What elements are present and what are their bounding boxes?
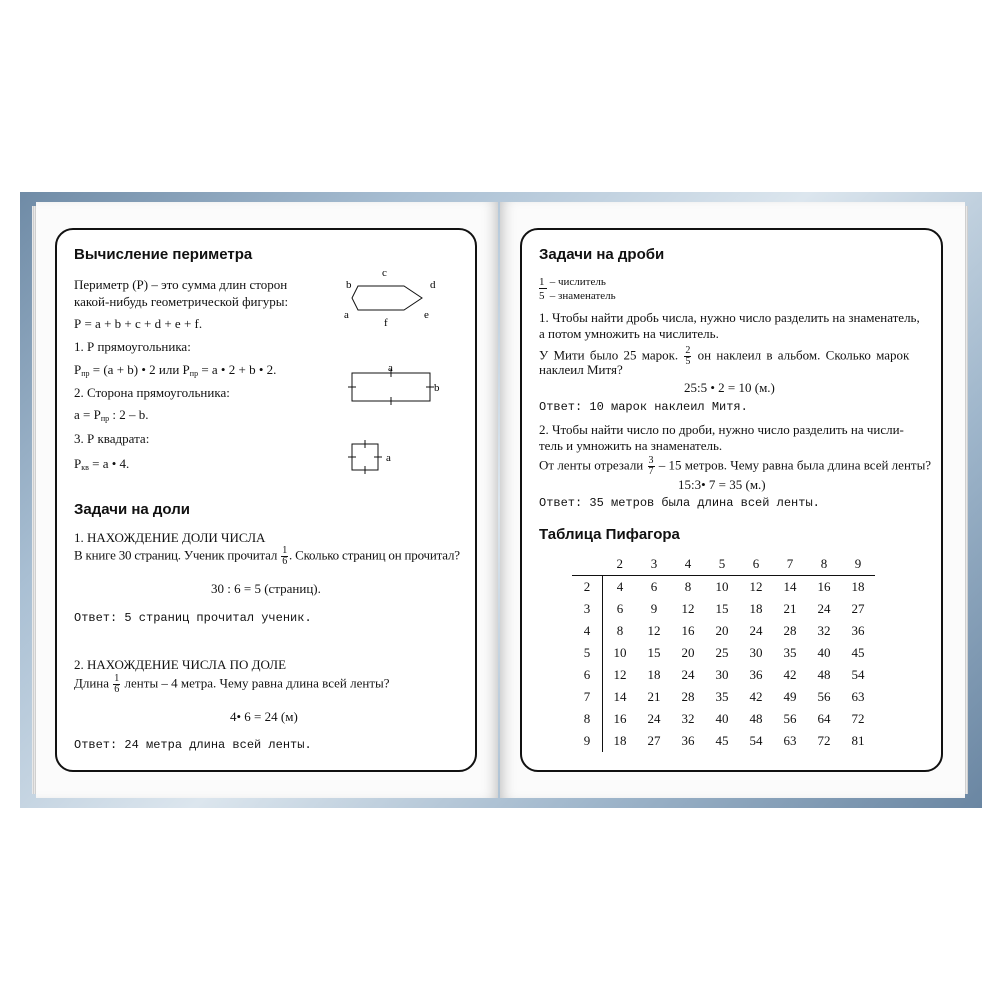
table-cell: 72 — [817, 733, 831, 748]
shares-calc1: 30 : 6 = 5 (страниц). — [211, 581, 321, 596]
pythagoras-title: Таблица Пифагора — [539, 526, 680, 543]
table-row — [572, 686, 875, 708]
hex-label-e: e — [424, 309, 429, 321]
table-cell: 18 — [613, 733, 627, 748]
fractions-title: Задачи на дроби — [539, 246, 665, 263]
table-cell: 32 — [681, 711, 695, 726]
header-cell: 6 — [739, 553, 773, 576]
table-cell: 28 — [681, 689, 695, 704]
perimeter-title: Вычисление периметра — [74, 246, 253, 263]
table-cell: 30 — [715, 667, 729, 682]
perimeter-item1: 1. Р прямоугольника: — [74, 339, 191, 354]
row-label: 5 — [572, 642, 603, 664]
table-cell: 48 — [817, 667, 831, 682]
table-cell: 21 — [647, 689, 661, 704]
hex-label-a: a — [344, 309, 349, 321]
fractions-calc1: 25:5 • 2 = 10 (м.) — [684, 380, 775, 395]
table-cell: 12 — [613, 667, 627, 682]
fractions-answer1: Ответ: 10 марок наклеил Митя. — [539, 400, 748, 414]
table-cell: 56 — [783, 711, 797, 726]
table-cell: 12 — [749, 579, 763, 594]
table-cell: 12 — [681, 601, 695, 616]
table-cell: 54 — [851, 667, 865, 682]
row-label: 4 — [572, 620, 603, 642]
table-cell: 35 — [783, 645, 797, 660]
rect-label-a: a — [388, 362, 393, 374]
perimeter-definition-line1: Периметр (Р) – это сумма длин сторон — [74, 277, 288, 292]
shares-calc2: 4• 6 = 24 (м) — [230, 709, 298, 724]
table-cell: 15 — [647, 645, 661, 660]
header-cell: 2 — [603, 553, 638, 576]
table-cell: 32 — [817, 623, 831, 638]
fraction-1-6-b: $\frac{1}{6}$ — [114, 673, 120, 695]
pythagoras-table — [572, 553, 875, 752]
hexagon-shape — [352, 286, 422, 310]
table-cell: 20 — [715, 623, 729, 638]
header-cell: 8 — [807, 553, 841, 576]
table-cell: 18 — [647, 667, 661, 682]
row-label: 3 — [572, 598, 603, 620]
table-cell: 27 — [647, 733, 661, 748]
perimeter-item3-formula: $Р_{кв} = a$ • 4. — [74, 456, 130, 472]
shares-answer1: Ответ: 5 страниц прочитал ученик. — [74, 611, 312, 625]
fractions-rule1-line2: а потом умножить на числитель. — [539, 326, 719, 341]
hexagon-figure — [340, 266, 440, 332]
fractions-rule1-line1: 1. Чтобы найти дробь числа, нужно число разделить на знаменатель, — [539, 310, 920, 325]
table-cell: 14 — [613, 689, 627, 704]
table-cell: 54 — [749, 733, 763, 748]
table-cell: 16 — [817, 579, 831, 594]
shares-title: Задачи на доли — [74, 501, 190, 518]
fraction-2-5: $\frac{2}{5}$ — [685, 345, 691, 367]
table-row — [572, 708, 875, 730]
table-cell: 10 — [613, 645, 627, 660]
fractions-task1: У Мити было 25 марок. $\frac{2}{5}$ он наклеил в альбом. Сколько марок — [539, 345, 910, 367]
rectangle-shape — [352, 373, 430, 401]
table-cell: 49 — [783, 689, 797, 704]
table-cell: 10 — [715, 579, 729, 594]
table-cell: 30 — [749, 645, 763, 660]
table-cell: 8 — [616, 623, 624, 638]
table-cell: 35 — [715, 689, 729, 704]
perimeter-item2: 2. Сторона прямоугольника: — [74, 385, 230, 400]
table-cell: 36 — [681, 733, 695, 748]
perimeter-definition-line2: какой-нибудь геометрической фигуры: — [74, 294, 289, 309]
table-cell: 9 — [650, 601, 658, 616]
table-cell: 63 — [783, 733, 797, 748]
fractions-calc2: 15:3• 7 = 35 (м.) — [678, 477, 766, 492]
table-cell: 42 — [783, 667, 797, 682]
hex-label-c: c — [382, 267, 387, 279]
table-cell: 24 — [749, 623, 763, 638]
table-row — [572, 730, 875, 752]
shares-answer2: Ответ: 24 метра длина всей ленты. — [74, 738, 312, 752]
fraction-legend: 1 – числитель 5 – знаменатель — [539, 276, 616, 302]
rectangle-figure — [346, 362, 442, 406]
table-cell: 20 — [681, 645, 695, 660]
pythagoras-header-row — [572, 553, 875, 576]
table-cell: 45 — [715, 733, 729, 748]
table-cell: 72 — [851, 711, 865, 726]
square-label-a: a — [386, 452, 391, 464]
table-cell: 24 — [817, 601, 831, 616]
table-cell: 24 — [647, 711, 661, 726]
shares-subtitle1: 1. НАХОЖДЕНИЕ ДОЛИ ЧИСЛА — [74, 530, 266, 545]
hex-label-b: b — [346, 279, 352, 291]
table-cell: 40 — [817, 645, 831, 660]
fractions-answer2: Ответ: 35 метров была длина всей ленты. — [539, 496, 820, 510]
table-cell: 18 — [749, 601, 763, 616]
table-cell: 18 — [851, 579, 865, 594]
header-cell: 3 — [637, 553, 671, 576]
fractions-task1-line2: наклеил Митя? — [539, 362, 623, 377]
table-cell: 16 — [681, 623, 695, 638]
fractions-task2: От ленты отрезали $\frac{3}{7}$ – 15 метров. Чему равна была длина всей ленты? — [539, 455, 932, 477]
perimeter-item2-formula: $a = Р_{пр}$ : 2 – b. — [74, 407, 149, 423]
table-cell: 27 — [851, 601, 865, 616]
table-cell: 42 — [749, 689, 763, 704]
table-cell: 28 — [783, 623, 797, 638]
table-cell: 12 — [647, 623, 661, 638]
table-cell: 8 — [684, 579, 692, 594]
fractions-rule2-line2: тель и умножить на знаменатель. — [539, 438, 723, 453]
table-row — [572, 620, 875, 642]
table-row — [572, 576, 875, 599]
table-cell: 6 — [650, 579, 658, 594]
perimeter-item3: 3. Р квадрата: — [74, 431, 150, 446]
fractions-rule2-line1: 2. Чтобы найти число по дроби, нужно число разделить на числи- — [539, 422, 904, 437]
table-cell: 25 — [715, 645, 729, 660]
header-cell: 7 — [773, 553, 807, 576]
fraction-3-7: $\frac{3}{7}$ — [648, 455, 654, 477]
shares-task1: В книге 30 страниц. Ученик прочитал $\frac{1}{6}$ . Сколько страниц он прочитал? — [74, 545, 460, 567]
table-cell: 36 — [851, 623, 865, 638]
header-cell: 9 — [841, 553, 875, 576]
table-cell: 48 — [749, 711, 763, 726]
table-cell: 6 — [616, 601, 624, 616]
hex-label-d: d — [430, 279, 436, 291]
fraction-1-6: $\frac{1}{6}$ — [282, 545, 288, 567]
row-label: 7 — [572, 686, 603, 708]
table-cell: 81 — [851, 733, 865, 748]
row-label: 8 — [572, 708, 603, 730]
table-cell: 14 — [783, 579, 797, 594]
table-cell: 16 — [613, 711, 627, 726]
row-label: 6 — [572, 664, 603, 686]
table-cell: 56 — [817, 689, 831, 704]
table-cell: 45 — [851, 645, 865, 660]
hex-label-f: f — [384, 317, 388, 329]
shares-task2: Длина $\frac{1}{6}$ ленты – 4 метра. Чему равна длина всей ленты? — [74, 673, 390, 695]
rect-label-b: b — [434, 382, 440, 394]
row-label: 2 — [572, 576, 603, 599]
table-row — [572, 664, 875, 686]
header-cell: 4 — [671, 553, 705, 576]
table-cell: 64 — [817, 711, 831, 726]
table-cell: 63 — [851, 689, 865, 704]
table-cell: 4 — [616, 579, 624, 594]
table-cell: 24 — [681, 667, 695, 682]
table-row — [572, 598, 875, 620]
shares-subtitle2: 2. НАХОЖДЕНИЕ ЧИСЛА ПО ДОЛЕ — [74, 657, 287, 672]
perimeter-item1-formula: $Р_{пр} = (a + b)$ • 2 или $Р_{пр} = a$ • 2 + b • 2. — [74, 362, 277, 378]
table-row — [572, 642, 875, 664]
table-cell: 15 — [715, 601, 729, 616]
perimeter-formula: Р = a + b + c + d + e + f. — [74, 316, 203, 331]
table-cell: 40 — [715, 711, 729, 726]
header-cell: 5 — [705, 553, 739, 576]
table-cell: 36 — [749, 667, 763, 682]
row-label: 9 — [572, 730, 603, 752]
square-figure — [344, 440, 398, 476]
table-cell: 21 — [783, 601, 797, 616]
